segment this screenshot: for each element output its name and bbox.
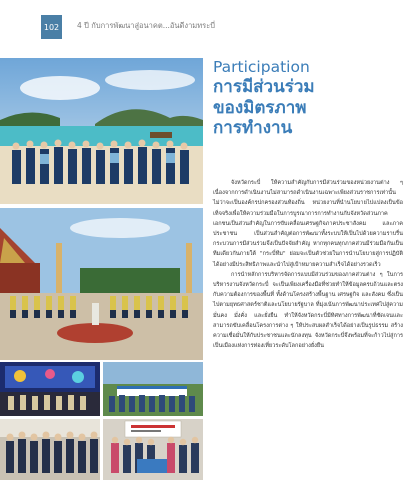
outdoor-group-image [103,362,203,416]
photo-beach-group [0,58,203,204]
title-thai-line-1: การมีส่วนร่วม [213,77,315,97]
running-title: 4 ปี กับการพัฒนาสู่อนาคต...อันดีงามทระบี่ [77,21,215,30]
paragraph-2: การนำหลักการบริหารจัดการแบบมีส่วนร่วมของภาคส่วนต่าง ๆ ในการบริหารงานจังหวัดกระบี่ จะเป็นเพียงเครื่องมือที่ช่วยทำให้ข้อมูลครบถ้วนและตรงกับความต้องการของพื้นที่ ทั้งด้านโครงสร้างพื้นฐาน เศรษฐกิจ และสังคม ซึ่งเป็นไปตามยุทธศาสตร์ชาติและนโยบายรัฐบาล ที่มุ่งเน้นการพัฒนาประเทศไปสู่ความมั่นคง มั่งคั่ง และยั่งยืน ทำให้จังหวัดกระบี่มีทิศทางการพัฒนาที่ชัดเจนและสามารถขับเคลื่อนโครงการต่าง ๆ ให้ประสบผลสำเร็จได้อย่างเป็นรูปธรรม สร้างความเชื่อมั่นให้กับประชาชนและนักลงทุน จังหวัดกระบี่จึงพร้อมที่จะก้าวไปสู่การเป็นเมืองแห่งการท่องเที่ยวระดับโลกอย่างยั่งยืน [213,271,403,350]
article-heading [213,58,413,139]
article-body [213,178,403,351]
indoor-meeting-image [0,419,100,480]
beach-group-image [0,58,203,204]
photo-indoor-meeting [0,419,100,480]
photo-event-stage [0,362,100,416]
title-thai-line-3: การทำงาน [213,118,293,138]
paragraph-1: จังหวัดกระบี่ ให้ความสำคัญกับการมีส่วนร่วมของหน่วยงานต่าง ๆ เนื่องจากการดำเนินงานไม่สามารถดำเนินงานเฉพาะเพียงส่วนราชการเท่านั้น ไม่ว่าจะเป็นองค์กรปกครองส่วนท้องถิ่น หน่วยงานที่นำนโยบายไปแปลงเป็นข้อเท็จจริงเพื่อให้ความร่วมมือในการบูรณาการการทำงานกับจังหวัดส่วนภาคเอกชนเป็นส่วนสำคัญในการขับเคลื่อนเศรษฐกิจภาคประชาสังคม และภาคประชาชน เป็นส่วนสำคัญต่อการพัฒนาทั้งระบบให้เป็นไปด้วยความราบรื่น กระบวนการมีส่วนร่วมจึงเป็นปัจจัยสำคัญ หากทุกคนทุกภาคส่วนมีร่วมมือกันเป็นทีมเดียวกันภายใต้ "กระบี่ทีม" ย่อมจะเป็นตัวช่วยในการนำนโยบายสู่การปฏิบัติได้อย่างมีประสิทธิภาพและนำไปสู่เป้าหมายความสำเร็จได้อย่างรวดเร็ว [213,180,403,268]
event-stage-image [0,362,100,416]
photo-temple-ceremony [0,208,203,360]
title-english: Participation [213,58,310,76]
title-thai-line-2: ของมิตรภาพ [213,97,307,118]
page-number: 102 [41,15,62,39]
photo-outdoor-group [103,362,203,416]
photo-banner-group [103,419,203,480]
banner-group-image [103,419,203,480]
temple-ceremony-image [0,208,203,360]
